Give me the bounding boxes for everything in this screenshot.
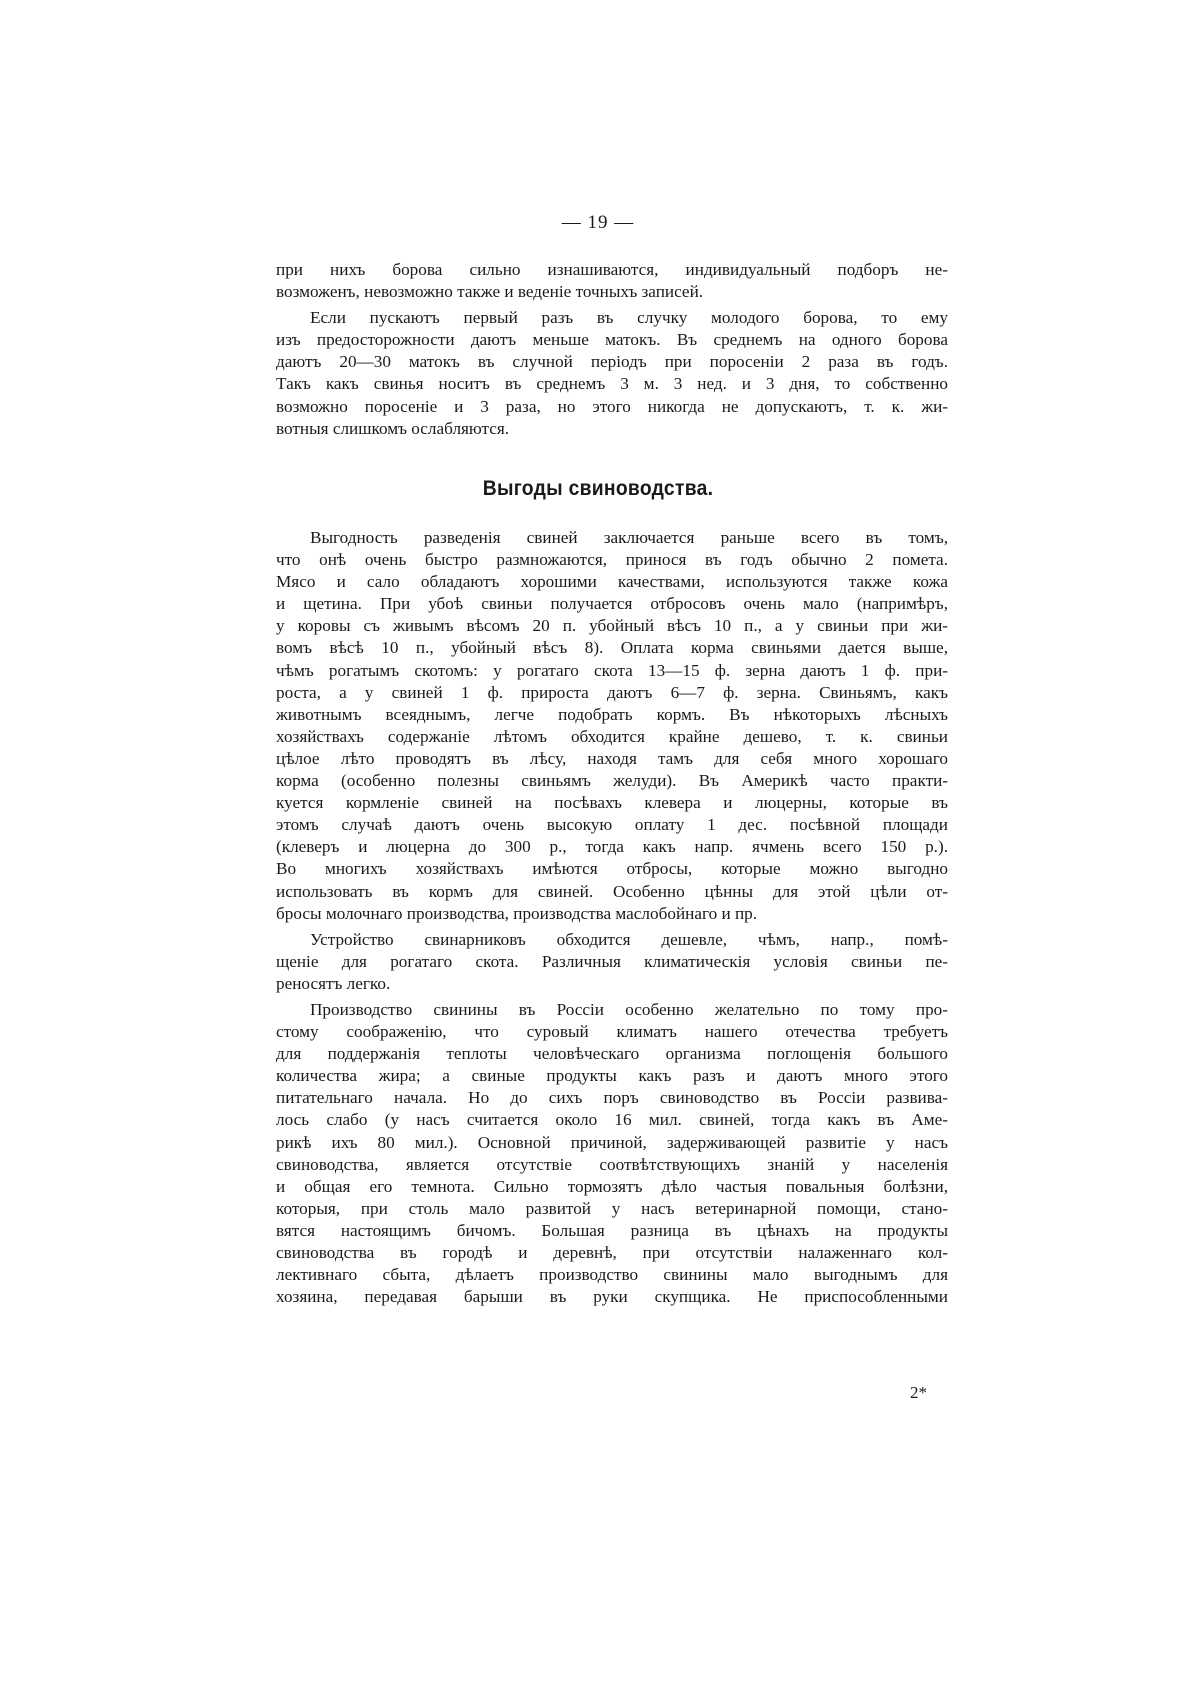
text-line: свиноводства въ городѣ и деревнѣ, при отсутствіи налаженнаго кол- (276, 1243, 948, 1262)
text-line: этомъ случаѣ даютъ очень высокую оплату 1 дес. посѣвной площади (276, 815, 948, 835)
text-line: возможно поросеніе и 3 раза, но этого никогда не допускаютъ, т. к. жи- (276, 396, 948, 416)
text-line: изъ предосторожности даютъ меньше матокъ. Въ среднемъ на одного борова (276, 330, 948, 350)
text-line: бросы молочнаго производства, производства маслобойнаго и пр. (276, 903, 758, 923)
text-line: Мясо и сало обладаютъ хорошими качествами, используются также кожа (276, 572, 948, 592)
text-line: лективнаго сбыта, дѣлаетъ производство свинины мало выгоднымъ для (276, 1265, 948, 1285)
text-line: цѣлое лѣто проводятъ въ лѣсу, находя тамъ для себя много хорошаго (276, 748, 948, 768)
text-line: рикѣ ихъ 80 мил.). Основной причиной, задерживающей развитіе у насъ (276, 1132, 948, 1152)
printer-signature-mark: 2* (910, 1383, 927, 1402)
text-line: количества жира; а свиные продукты какъ разъ и даютъ много этого (276, 1066, 948, 1086)
text-line: Устройство свинарниковъ обходится дешевле, чѣмъ, напр., помѣ- (310, 929, 948, 949)
text-line: для поддержанія теплоты человѣческаго организма поглощенія большого (276, 1044, 948, 1064)
text-line: свиноводства, является отсутствіе соотвѣтствующихъ знаній у населенія (276, 1154, 948, 1174)
text-line: (клеверъ и люцерна до 300 р., тогда какъ напр. ячмень всего 150 р.). (276, 837, 948, 857)
text-line: куется кормленіе свиней на посѣвахъ клевера и люцерны, которые въ (276, 793, 948, 813)
text-line: которыя, при столь мало развитой у насъ ветеринарной помощи, стано- (276, 1198, 948, 1218)
text-line: реносятъ легко. (276, 973, 391, 993)
paragraph (276, 259, 948, 303)
text-line: роста, а у свиней 1 ф. прироста даютъ 6—7 ф. зерна. Свиньямъ, какъ (276, 682, 948, 702)
paragraph (276, 527, 948, 925)
text-line: Такъ какъ свинья носитъ въ среднемъ 3 м. 3 нед. и 3 дня, то собственно (276, 374, 948, 394)
text-line: и общая его темнота. Сильно тормозятъ дѣло частыя повальныя болѣзни, (276, 1176, 948, 1196)
paragraph (276, 999, 948, 1308)
text-line: вомъ вѣсѣ 10 п., убойный вѣсъ 8). Оплата корма свиньями дается выше, (276, 638, 948, 658)
paragraph (276, 307, 948, 440)
text-line: даютъ 20—30 матокъ въ случной періодъ при поросеніи 2 раза въ годъ. (276, 352, 948, 372)
text-line: возможенъ, невозможно также и веденіе точныхъ записей. (276, 282, 704, 302)
text-line: Выгодность разведенія свиней заключается раньше всего въ томъ, (310, 528, 948, 547)
page-number: — 19 — (561, 212, 635, 233)
text-line: вотныя слишкомъ ослабляются. (276, 418, 510, 438)
section-heading: Выгоды свиноводства. (482, 477, 714, 500)
text-line: хозяйствахъ содержаніе лѣтомъ обходится крайне дешево, т. к. свиньи (276, 726, 948, 746)
section-body (276, 527, 948, 1308)
text-line: Если пускаютъ первый разъ въ случку молодого борова, то ему (310, 308, 948, 328)
intro-text-block (276, 259, 948, 440)
text-line: и щетина. При убоѣ свиньи получается отбросовъ очень мало (напримѣръ, (276, 594, 948, 614)
text-line: животнымъ всеяднымъ, легче подобрать кормъ. Въ нѣкоторыхъ лѣсныхъ (276, 704, 948, 724)
text-line: у коровы съ живымъ вѣсомъ 20 п. убойный вѣсъ 10 п., а у свиньи при жи- (276, 616, 948, 636)
text-line: чѣмъ рогатымъ скотомъ: у рогатаго скота 13—15 ф. зерна даютъ 1 ф. при- (276, 660, 948, 680)
text-line: Во многихъ хозяйствахъ имѣются отбросы, которые можно выгодно (276, 859, 948, 879)
text-line: хозяина, передавая барыши въ руки скупщика. Не приспособленными (276, 1287, 948, 1307)
text-line: что онѣ очень быстро размножаются, принося въ годъ обычно 2 помета. (276, 550, 948, 570)
text-line: щеніе для рогатаго скота. Различныя климатическія условія свиньи пе- (276, 951, 948, 971)
text-line: питательнаго начала. Но до сихъ поръ свиноводство въ Россіи развива- (276, 1088, 948, 1108)
text-line: при нихъ борова сильно изнашиваются, индивидуальный подборъ не- (276, 260, 948, 279)
text-line: Производство свинины въ Россіи особенно желательно по тому про- (310, 999, 948, 1019)
text-line: стому соображенію, что суровый климатъ нашего отечества требуетъ (276, 1022, 948, 1042)
paragraph (276, 929, 948, 995)
text-line: корма (особенно полезны свиньямъ желуди). Въ Америкѣ часто практи- (276, 771, 948, 791)
text-line: лось слабо (у насъ считается около 16 мил. свиней, тогда какъ въ Аме- (276, 1110, 948, 1130)
text-line: вятся настоящимъ бичомъ. Большая разница въ цѣнахъ на продукты (276, 1220, 948, 1240)
text-line: использовать въ кормъ для свиней. Особенно цѣнны для этой цѣли от- (276, 881, 948, 901)
